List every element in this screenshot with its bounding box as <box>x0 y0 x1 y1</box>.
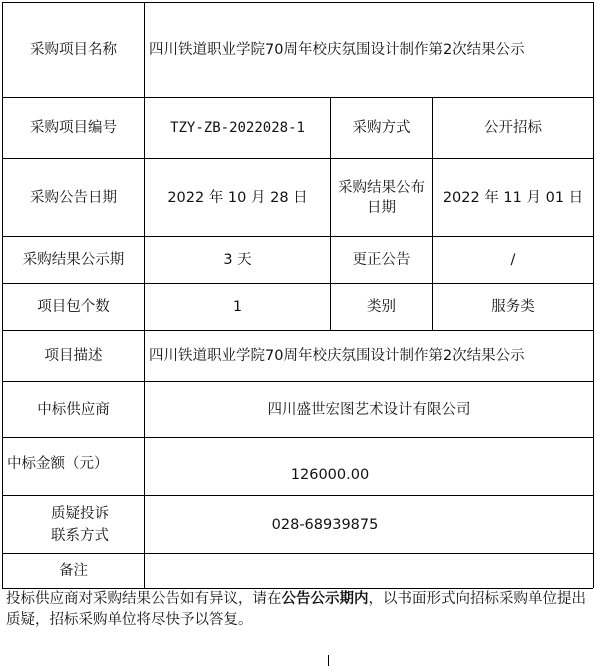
label-winning-supplier: 中标供应商 <box>37 401 110 418</box>
label-remarks: 备注 <box>59 563 88 579</box>
label-procurement-method: 采购方式 <box>352 120 411 136</box>
notice-emphasis: 公告公示期内 <box>281 591 369 607</box>
value-project-name: 四川铁道职业学院70周年校庆氛围设计制作第2次结果公示 <box>149 42 525 58</box>
label-category: 类别 <box>367 299 396 315</box>
label-announcement-date: 采购公告日期 <box>30 189 117 206</box>
label-publicity-period: 采购结果公示期 <box>22 252 125 268</box>
label-project-name: 采购项目名称 <box>30 42 117 58</box>
value-category: 服务类 <box>491 299 535 315</box>
value-remarks <box>145 554 593 588</box>
notice-text-start: 投标供应商对采购结果公告如有异议，请在 <box>6 591 282 607</box>
label-correction-notice: 更正公告 <box>352 252 411 268</box>
label-result-publish-date: 采购结果公布日期 <box>338 179 425 216</box>
value-project-description: 四川铁道职业学院70周年校庆氛围设计制作第2次结果公示 <box>149 348 525 364</box>
value-publicity-period: 3 天 <box>223 252 252 268</box>
value-winning-amount: 126000.00 <box>290 467 370 483</box>
label-project-description: 项目描述 <box>44 348 103 364</box>
value-result-publish-date: 2022 年 11 月 01 日 <box>442 189 584 206</box>
value-announcement-date: 2022 年 10 月 28 日 <box>167 189 308 206</box>
notice-text-end: ，以书面形式向招标采购单位提出质疑，招标采购单位将尽快予以答复。 <box>6 591 586 628</box>
value-winning-supplier: 四川盛世宏图艺术设计有限公司 <box>267 401 471 418</box>
value-project-number: TZY-ZB-2022028-1 <box>170 120 305 136</box>
value-procurement-method: 公开招标 <box>484 120 542 136</box>
objection-notice <box>6 589 589 631</box>
label-project-number: 采购项目编号 <box>30 120 117 136</box>
label-package-count: 项目包个数 <box>37 299 110 315</box>
value-complaint-contact: 028-68939875 <box>271 516 379 533</box>
label-winning-amount: 中标金额（元） <box>7 456 109 472</box>
label-complaint-contact: 质疑投诉联系方式 <box>51 505 109 544</box>
value-correction-notice: / <box>510 252 516 268</box>
value-package-count: 1 <box>232 299 243 315</box>
